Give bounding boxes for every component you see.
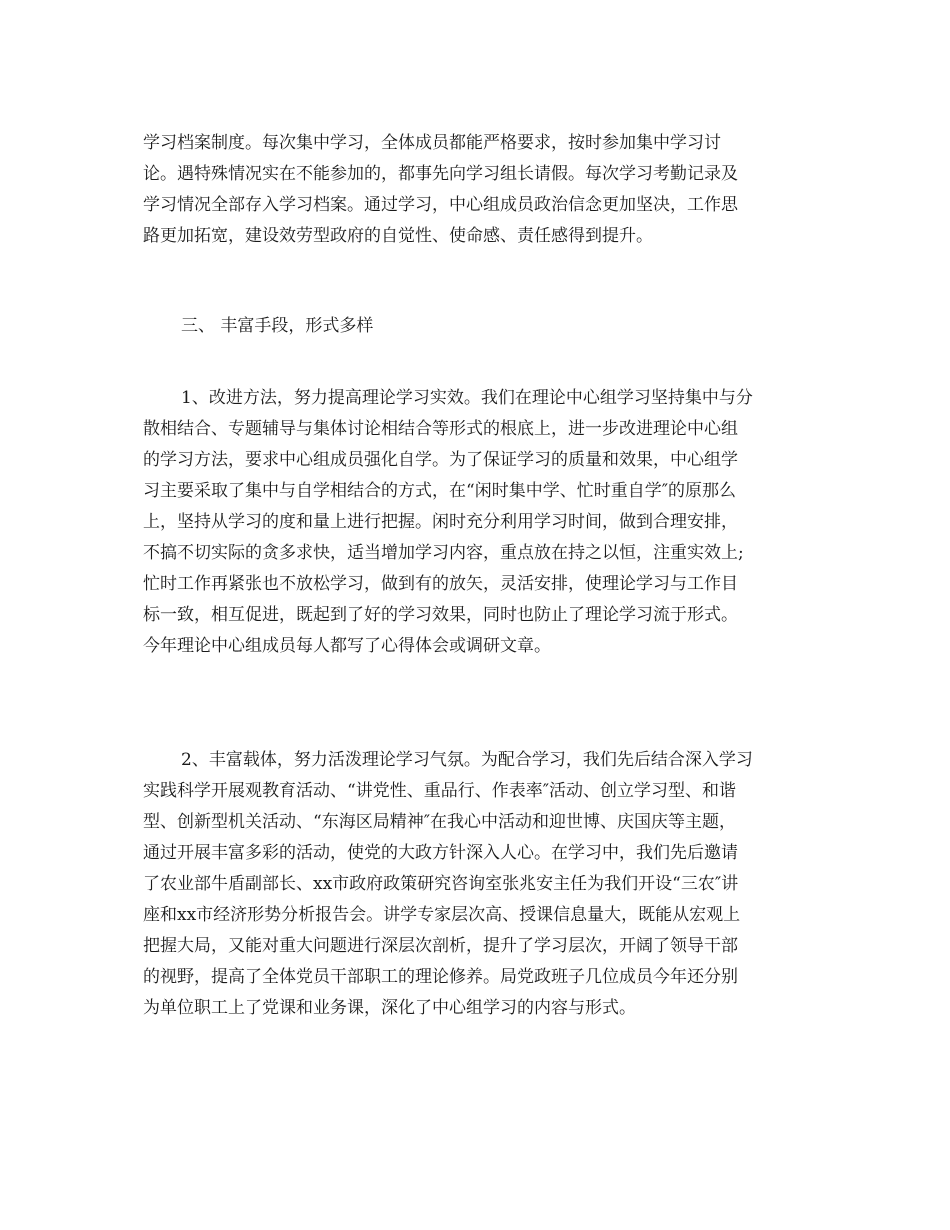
text-line: 1、改进方法，努力提高理论学习实效。我们在理论中心组学习坚持集中与分 bbox=[181, 388, 753, 408]
text-line: 学习情况全部存入学习档案。通过学习，中心组成员政治信念更加坚决，工作思 bbox=[143, 195, 738, 215]
text-line: 今年理论中心组成员每人都写了心得体会或调研文章。 bbox=[143, 636, 551, 656]
text-line: 散相结合、专题辅导与集体讨论相结合等形式的根底上，进一步改进理论中心组 bbox=[143, 419, 738, 439]
text-line: 型、创新型机关活动、“东海区局精神″在我心中活动和迎世博、庆国庆等主题， bbox=[143, 812, 737, 832]
text-line: 2、丰富载体，努力活泼理论学习气氛。为配合学习，我们先后结合深入学习 bbox=[181, 750, 753, 770]
text-line: 论。遇特殊情况实在不能参加的，都事先向学习组长请假。每次学习考勤记录及 bbox=[143, 164, 738, 184]
text-line: 习主要采取了集中与自学相结合的方式，在“闲时集中学、忙时重自学″的原那么 bbox=[143, 481, 737, 501]
text-line: 忙时工作再紧张也不放松学习，做到有的放矢，灵活安排，使理论学习与工作目 bbox=[143, 574, 738, 594]
text-line: 路更加拓宽，建设效劳型政府的自觉性、使命感、责任感得到提升。 bbox=[143, 226, 653, 246]
paragraph-enrich-carriers bbox=[143, 745, 810, 1024]
paragraph-improve-methods bbox=[143, 383, 810, 662]
text-line: 座和xx市经济形势分析报告会。讲学专家层次高、授课信息量大，既能从宏观上 bbox=[143, 905, 741, 925]
text-line: 不搞不切实际的贪多求快，适当增加学习内容，重点放在持之以恒，注重实效上; bbox=[143, 543, 744, 563]
text-line: 上，坚持从学习的度和量上进行把握。闲时充分利用学习时间，做到合理安排， bbox=[143, 512, 738, 532]
text-line: 学习档案制度。每次集中学习，全体成员都能严格要求，按时参加集中学习讨 bbox=[143, 133, 721, 153]
text-line: 实践科学开展观教育活动、“讲党性、重品行、作表率″活动、创立学习型、和谐 bbox=[143, 781, 737, 801]
paragraph-archive-system bbox=[143, 128, 810, 252]
text-line: 为单位职工上了党课和业务课，深化了中心组学习的内容与形式。 bbox=[143, 998, 636, 1018]
text-line: 的视野，提高了全体党员干部职工的理论修养。局党政班子几位成员今年还分别 bbox=[143, 967, 738, 987]
text-line: 通过开展丰富多彩的活动，使党的大政方针深入人心。在学习中，我们先后邀请 bbox=[143, 843, 738, 863]
text-line: 的学习方法，要求中心组成员强化自学。为了保证学习的质量和效果，中心组学 bbox=[143, 450, 738, 470]
text-line: 把握大局，又能对重大问题进行深层次剖析，提升了学习层次，开阔了领导干部 bbox=[143, 936, 738, 956]
text-line: 了农业部牛盾副部长、xx市政府政策研究咨询室张兆安主任为我们开设“三农″讲 bbox=[143, 874, 739, 894]
text-line: 标一致，相互促进，既起到了好的学习效果，同时也防止了理论学习流于形式。 bbox=[143, 605, 738, 625]
section-heading: 三、 丰富手段，形式多样 bbox=[181, 316, 374, 336]
